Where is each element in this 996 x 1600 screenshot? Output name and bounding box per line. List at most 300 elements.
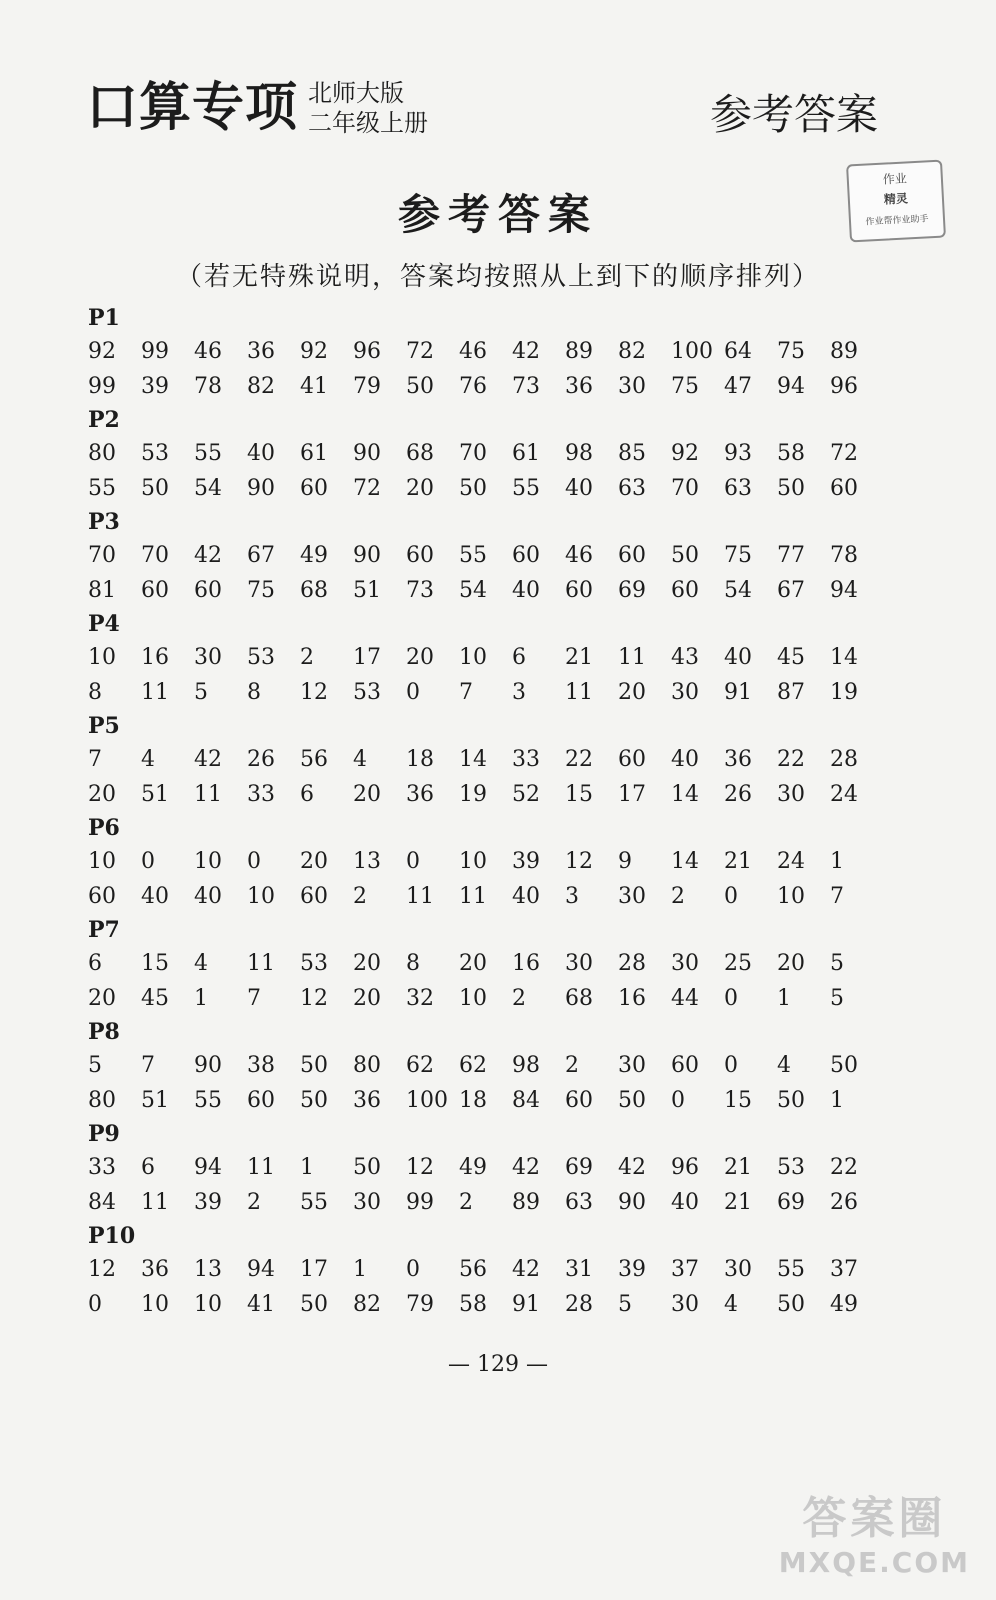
answer-value: 72 — [406, 339, 434, 364]
answer-value: 60 — [512, 543, 540, 568]
answer-value: 53 — [247, 645, 275, 670]
answer-value: 8 — [247, 680, 261, 705]
answer-value: 20 — [353, 951, 381, 976]
answer-value: 60 — [618, 543, 646, 568]
answer-value: 47 — [724, 374, 752, 399]
answer-row — [88, 777, 948, 812]
answer-row — [88, 436, 948, 471]
answer-value: 30 — [194, 645, 222, 670]
answer-value: 60 — [194, 578, 222, 603]
answer-value: 90 — [194, 1053, 222, 1078]
answer-value: 17 — [300, 1257, 328, 1282]
answer-value: 0 — [88, 1292, 102, 1317]
answer-value: 81 — [88, 578, 116, 603]
answer-value: 4 — [353, 747, 367, 772]
answer-value: 60 — [671, 578, 699, 603]
answer-value: 50 — [830, 1053, 858, 1078]
answer-value: 4 — [141, 747, 155, 772]
answer-value: 82 — [618, 339, 646, 364]
answer-value: 67 — [777, 578, 805, 603]
answer-value: 42 — [512, 1155, 540, 1180]
answer-value: 62 — [459, 1053, 487, 1078]
answer-value: 68 — [300, 578, 328, 603]
answer-value: 21 — [724, 849, 752, 874]
answer-value: 55 — [459, 543, 487, 568]
answer-value: 56 — [300, 747, 328, 772]
answer-value: 37 — [830, 1257, 858, 1282]
answer-value: 19 — [830, 680, 858, 705]
answer-value: 1 — [777, 986, 791, 1011]
answer-value: 87 — [777, 680, 805, 705]
answer-sections — [88, 302, 948, 1322]
answer-value: 68 — [565, 986, 593, 1011]
answer-value: 77 — [777, 543, 805, 568]
answer-value: 2 — [565, 1053, 579, 1078]
answer-value: 40 — [141, 884, 169, 909]
answer-value: 24 — [777, 849, 805, 874]
answer-value: 22 — [565, 747, 593, 772]
answer-row — [88, 369, 948, 404]
answer-value: 89 — [512, 1190, 540, 1215]
answer-value: 5 — [88, 1053, 102, 1078]
answer-value: 5 — [194, 680, 208, 705]
answer-value: 16 — [512, 951, 540, 976]
answer-row — [88, 742, 948, 777]
section-label: P3 — [88, 509, 120, 535]
answer-value: 8 — [406, 951, 420, 976]
header-answer-label: 参考答案 — [709, 90, 878, 139]
answer-value: 10 — [459, 849, 487, 874]
answer-value: 89 — [565, 339, 593, 364]
answer-value: 41 — [247, 1292, 275, 1317]
answer-value: 52 — [512, 782, 540, 807]
answer-value: 73 — [406, 578, 434, 603]
answer-value: 50 — [777, 1292, 805, 1317]
answer-value: 31 — [565, 1257, 593, 1282]
answer-value: 90 — [353, 543, 381, 568]
section-label: P5 — [88, 713, 120, 739]
answer-value: 51 — [353, 578, 381, 603]
answer-value: 53 — [141, 441, 169, 466]
answer-value: 5 — [830, 986, 844, 1011]
answer-value: 49 — [300, 543, 328, 568]
answer-value: 91 — [512, 1292, 540, 1317]
answer-value: 15 — [141, 951, 169, 976]
answer-value: 39 — [194, 1190, 222, 1215]
answer-value: 40 — [671, 1190, 699, 1215]
answer-value: 7 — [459, 680, 473, 705]
answer-value: 91 — [724, 680, 752, 705]
answer-value: 40 — [724, 645, 752, 670]
answer-value: 36 — [247, 339, 275, 364]
answer-value: 3 — [565, 884, 579, 909]
answer-value: 33 — [512, 747, 540, 772]
answer-value: 7 — [88, 747, 102, 772]
answer-value: 100 — [671, 339, 713, 364]
answer-value: 82 — [353, 1292, 381, 1317]
answer-value: 15 — [724, 1088, 752, 1113]
answer-value: 11 — [247, 1155, 275, 1180]
answer-value: 25 — [724, 951, 752, 976]
answer-value: 1 — [194, 986, 208, 1011]
section-label: P7 — [88, 917, 120, 943]
answer-row — [88, 1252, 948, 1287]
answer-value: 64 — [724, 339, 752, 364]
answer-value: 36 — [141, 1257, 169, 1282]
answer-value: 26 — [724, 782, 752, 807]
answer-value: 32 — [406, 986, 434, 1011]
answer-value: 28 — [565, 1292, 593, 1317]
answer-value: 20 — [353, 986, 381, 1011]
answer-value: 84 — [512, 1088, 540, 1113]
answer-value: 40 — [512, 884, 540, 909]
answer-value: 44 — [671, 986, 699, 1011]
answer-value: 6 — [512, 645, 526, 670]
answer-value: 99 — [141, 339, 169, 364]
answer-value: 11 — [247, 951, 275, 976]
answer-row — [88, 1048, 948, 1083]
answer-value: 20 — [777, 951, 805, 976]
answer-value: 30 — [671, 951, 699, 976]
answer-value: 12 — [88, 1257, 116, 1282]
answer-row — [88, 946, 948, 981]
answer-row — [88, 471, 948, 506]
answer-value: 50 — [300, 1053, 328, 1078]
answer-value: 63 — [724, 476, 752, 501]
answer-value: 72 — [353, 476, 381, 501]
answer-value: 11 — [141, 680, 169, 705]
answer-value: 80 — [353, 1053, 381, 1078]
answer-value: 1 — [830, 1088, 844, 1113]
answer-value: 2 — [459, 1190, 473, 1215]
answer-value: 55 — [512, 476, 540, 501]
answer-value: 36 — [724, 747, 752, 772]
answer-value: 42 — [194, 543, 222, 568]
answer-value: 46 — [565, 543, 593, 568]
answer-value: 40 — [565, 476, 593, 501]
answer-value: 69 — [565, 1155, 593, 1180]
answer-value: 17 — [618, 782, 646, 807]
answer-value: 10 — [88, 849, 116, 874]
answer-value: 40 — [671, 747, 699, 772]
answer-value: 16 — [618, 986, 646, 1011]
answer-value: 0 — [406, 1257, 420, 1282]
answer-value: 18 — [406, 747, 434, 772]
answer-value: 70 — [88, 543, 116, 568]
answer-value: 58 — [459, 1292, 487, 1317]
answer-value: 2 — [247, 1190, 261, 1215]
answer-value: 0 — [724, 884, 738, 909]
answer-value: 15 — [565, 782, 593, 807]
answer-value: 16 — [141, 645, 169, 670]
answer-value: 42 — [618, 1155, 646, 1180]
brand-block — [86, 78, 428, 138]
answer-value: 94 — [777, 374, 805, 399]
answer-value: 2 — [671, 884, 685, 909]
answer-value: 60 — [830, 476, 858, 501]
answer-value: 39 — [618, 1257, 646, 1282]
answer-value: 76 — [459, 374, 487, 399]
answer-value: 40 — [247, 441, 275, 466]
answer-value: 92 — [88, 339, 116, 364]
section-label: P10 — [88, 1223, 136, 1249]
answer-value: 21 — [724, 1155, 752, 1180]
answer-value: 33 — [247, 782, 275, 807]
answer-value: 10 — [194, 849, 222, 874]
answer-value: 94 — [194, 1155, 222, 1180]
answer-value: 13 — [194, 1257, 222, 1282]
answer-value: 93 — [724, 441, 752, 466]
section-label: P9 — [88, 1121, 120, 1147]
answer-value: 70 — [141, 543, 169, 568]
answer-value: 0 — [247, 849, 261, 874]
answer-value: 14 — [459, 747, 487, 772]
answer-value: 99 — [406, 1190, 434, 1215]
answer-value: 73 — [512, 374, 540, 399]
answer-value: 50 — [777, 1088, 805, 1113]
answer-value: 75 — [247, 578, 275, 603]
answer-value: 36 — [406, 782, 434, 807]
answer-value: 36 — [353, 1088, 381, 1113]
answer-value: 100 — [406, 1088, 448, 1113]
answer-value: 60 — [247, 1088, 275, 1113]
answer-value: 43 — [671, 645, 699, 670]
answer-value: 60 — [300, 476, 328, 501]
answer-value: 12 — [300, 680, 328, 705]
answer-value: 78 — [194, 374, 222, 399]
answer-value: 12 — [300, 986, 328, 1011]
answer-value: 78 — [830, 543, 858, 568]
answer-value: 79 — [353, 374, 381, 399]
answer-value: 45 — [141, 986, 169, 1011]
answer-value: 4 — [724, 1292, 738, 1317]
answer-value: 30 — [618, 1053, 646, 1078]
answer-value: 46 — [459, 339, 487, 364]
answer-value: 11 — [459, 884, 487, 909]
answer-row — [88, 1287, 948, 1322]
answer-value: 61 — [300, 441, 328, 466]
answer-value: 0 — [406, 849, 420, 874]
grade-label: 二年级上册 — [308, 109, 429, 137]
answer-value: 18 — [459, 1088, 487, 1113]
answer-value: 94 — [247, 1257, 275, 1282]
answer-value: 33 — [88, 1155, 116, 1180]
answer-value: 6 — [88, 951, 102, 976]
book-title: 口算专项 — [86, 78, 299, 138]
answer-value: 30 — [671, 1292, 699, 1317]
page-title: 参考答案 — [397, 190, 598, 239]
answer-value: 30 — [724, 1257, 752, 1282]
answer-value: 90 — [247, 476, 275, 501]
answer-value: 72 — [830, 441, 858, 466]
ordering-note: （若无特殊说明，答案均按照从上到下的顺序排列） — [175, 262, 820, 292]
watermark-url: MXQE.COM — [778, 1546, 970, 1579]
answer-value: 30 — [671, 680, 699, 705]
answer-value: 50 — [141, 476, 169, 501]
answer-value: 22 — [777, 747, 805, 772]
answer-value: 26 — [247, 747, 275, 772]
answer-value: 80 — [88, 1088, 116, 1113]
answer-value: 14 — [671, 782, 699, 807]
answer-value: 1 — [300, 1155, 314, 1180]
watermark-logo-text: 答案圈 — [802, 1493, 947, 1544]
answer-value: 14 — [830, 645, 858, 670]
answer-value: 60 — [300, 884, 328, 909]
answer-value: 85 — [618, 441, 646, 466]
answer-value: 61 — [512, 441, 540, 466]
edition-label: 北师大版 — [308, 79, 405, 107]
answer-value: 53 — [777, 1155, 805, 1180]
answer-value: 41 — [300, 374, 328, 399]
answer-value: 20 — [88, 986, 116, 1011]
answer-value: 99 — [88, 374, 116, 399]
answer-value: 20 — [353, 782, 381, 807]
answer-value: 1 — [830, 849, 844, 874]
answer-value: 9 — [618, 849, 632, 874]
section-label: P8 — [88, 1019, 120, 1045]
answer-value: 92 — [671, 441, 699, 466]
answer-value: 39 — [141, 374, 169, 399]
answer-value: 6 — [141, 1155, 155, 1180]
answer-value: 30 — [565, 951, 593, 976]
answer-value: 0 — [671, 1088, 685, 1113]
answer-value: 0 — [141, 849, 155, 874]
answer-row — [88, 640, 948, 675]
answer-value: 50 — [300, 1088, 328, 1113]
answer-value: 39 — [512, 849, 540, 874]
book-subtitle — [308, 78, 428, 138]
answer-row — [88, 1150, 948, 1185]
answer-row — [88, 538, 948, 573]
answer-value: 53 — [300, 951, 328, 976]
answer-value: 60 — [88, 884, 116, 909]
answer-value: 80 — [88, 441, 116, 466]
answer-value: 30 — [618, 884, 646, 909]
answer-value: 62 — [406, 1053, 434, 1078]
answer-value: 75 — [724, 543, 752, 568]
answer-value: 42 — [194, 747, 222, 772]
answer-value: 10 — [247, 884, 275, 909]
answer-value: 8 — [88, 680, 102, 705]
answer-value: 10 — [88, 645, 116, 670]
answer-value: 54 — [724, 578, 752, 603]
answer-value: 84 — [88, 1190, 116, 1215]
stamp-line-3: 作业帮作业助手 — [865, 214, 929, 228]
answer-value: 38 — [247, 1053, 275, 1078]
answer-value: 13 — [353, 849, 381, 874]
answer-value: 55 — [777, 1257, 805, 1282]
answer-value: 5 — [618, 1292, 632, 1317]
answer-value: 40 — [194, 884, 222, 909]
answer-value: 36 — [565, 374, 593, 399]
answer-value: 82 — [247, 374, 275, 399]
answer-value: 67 — [247, 543, 275, 568]
answer-value: 17 — [353, 645, 381, 670]
answer-value: 24 — [830, 782, 858, 807]
answer-row — [88, 573, 948, 608]
answer-value: 12 — [565, 849, 593, 874]
answer-value: 53 — [353, 680, 381, 705]
answer-value: 90 — [353, 441, 381, 466]
answer-value: 37 — [671, 1257, 699, 1282]
answer-value: 90 — [618, 1190, 646, 1215]
answer-value: 3 — [512, 680, 526, 705]
answer-value: 30 — [618, 374, 646, 399]
answer-row — [88, 879, 948, 914]
answer-value: 68 — [406, 441, 434, 466]
answer-row — [88, 1185, 948, 1220]
answer-value: 10 — [459, 645, 487, 670]
answer-value: 79 — [406, 1292, 434, 1317]
answer-value: 70 — [671, 476, 699, 501]
answer-value: 55 — [194, 441, 222, 466]
answer-value: 56 — [459, 1257, 487, 1282]
answer-value: 54 — [194, 476, 222, 501]
answer-value: 96 — [830, 374, 858, 399]
answer-value: 0 — [724, 1053, 738, 1078]
answer-value: 10 — [777, 884, 805, 909]
answer-value: 45 — [777, 645, 805, 670]
answer-value: 69 — [777, 1190, 805, 1215]
section-label: P2 — [88, 407, 120, 433]
answer-value: 75 — [671, 374, 699, 399]
answer-value: 7 — [247, 986, 261, 1011]
section-label: P1 — [88, 305, 120, 331]
answer-value: 20 — [459, 951, 487, 976]
answer-value: 2 — [512, 986, 526, 1011]
answer-value: 50 — [300, 1292, 328, 1317]
answer-value: 98 — [512, 1053, 540, 1078]
answer-value: 28 — [830, 747, 858, 772]
answer-value: 11 — [618, 645, 646, 670]
answer-value: 11 — [194, 782, 222, 807]
answer-value: 0 — [406, 680, 420, 705]
answer-value: 7 — [141, 1053, 155, 1078]
answer-value: 50 — [459, 476, 487, 501]
answer-value: 11 — [406, 884, 434, 909]
answer-value: 10 — [459, 986, 487, 1011]
answer-value: 60 — [406, 543, 434, 568]
answer-value: 19 — [459, 782, 487, 807]
section-label: P4 — [88, 611, 120, 637]
answer-value: 22 — [830, 1155, 858, 1180]
answer-value: 20 — [618, 680, 646, 705]
answer-value: 96 — [671, 1155, 699, 1180]
answer-value: 1 — [353, 1257, 367, 1282]
answer-value: 20 — [300, 849, 328, 874]
answer-value: 30 — [353, 1190, 381, 1215]
answer-value: 11 — [565, 680, 593, 705]
answer-value: 96 — [353, 339, 381, 364]
stamp-line-1: 作业 — [882, 171, 908, 187]
answer-value: 10 — [194, 1292, 222, 1317]
answer-value: 51 — [141, 782, 169, 807]
answer-value: 98 — [565, 441, 593, 466]
answer-value: 94 — [830, 578, 858, 603]
answer-value: 2 — [300, 645, 314, 670]
answer-value: 51 — [141, 1088, 169, 1113]
answer-value: 50 — [777, 476, 805, 501]
answer-value: 49 — [459, 1155, 487, 1180]
answer-value: 30 — [777, 782, 805, 807]
stamp-line-2: 精灵 — [883, 191, 909, 207]
answer-row — [88, 334, 948, 369]
answer-value: 49 — [830, 1292, 858, 1317]
answer-value: 2 — [353, 884, 367, 909]
page-number: — 129 — — [448, 1352, 548, 1377]
answer-value: 21 — [724, 1190, 752, 1215]
answer-value: 63 — [565, 1190, 593, 1215]
